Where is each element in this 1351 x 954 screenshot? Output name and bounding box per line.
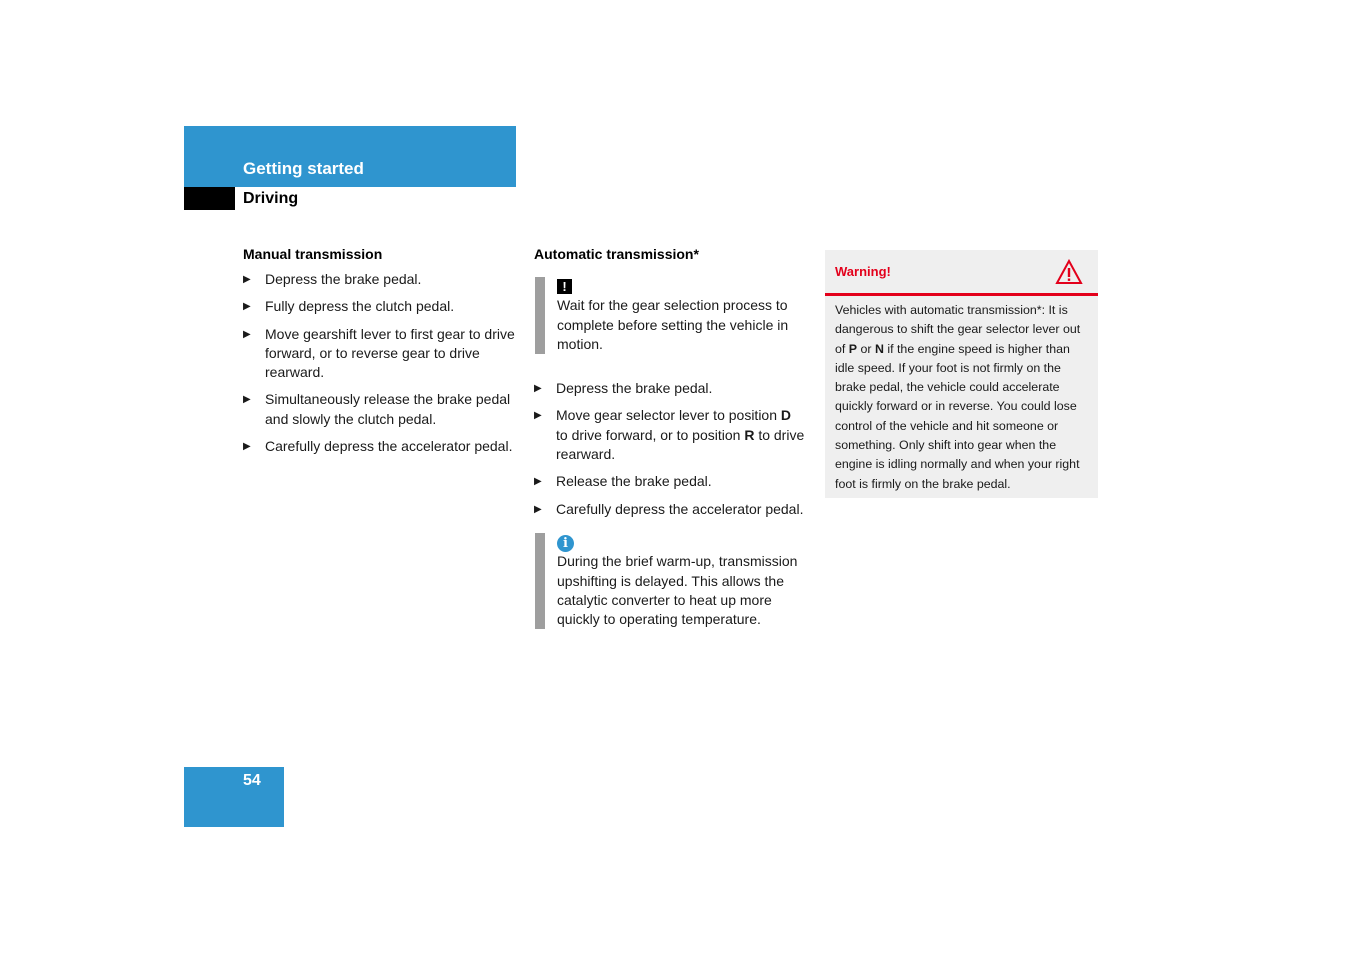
bullet-icon: ▶ <box>243 441 251 453</box>
list-item: ▶ Depress the brake pedal. <box>534 379 806 398</box>
bullet-icon: ▶ <box>243 301 251 313</box>
info-note <box>535 533 806 629</box>
bullet-icon: ▶ <box>534 410 542 422</box>
list-item: ▶ Carefully depress the accelerator pedal. <box>243 437 518 456</box>
automatic-transmission-heading: Automatic transmission* <box>534 246 699 262</box>
note-bar <box>535 277 545 354</box>
warning-box <box>825 250 1098 498</box>
manual-transmission-section <box>243 246 518 464</box>
caution-note-text: Wait for the gear selection process to complete before setting the vehicle in motion. <box>557 297 789 352</box>
list-item: ▶ Fully depress the clutch pedal. <box>243 297 518 316</box>
warning-title: Warning! <box>835 264 891 279</box>
info-icon: i <box>557 535 574 552</box>
list-item: ▶ Carefully depress the accelerator pedal. <box>534 500 806 519</box>
warning-text: Vehicles with automatic transmission*: It is dangerous to shift the gear selector lever out of P or N if the engine speed is higher than idle speed. If your foot is not firmly on the brake pedal, the vehicle could accelerate quickly forward or in reverse. You could lose control of the vehicle and hit someone or something. Only shift into gear when the engine is idling normally and when your right foot is firmly on the brake pedal. <box>835 303 1081 491</box>
manual-transmission-heading: Manual transmission <box>243 246 383 262</box>
section-marker <box>184 187 235 210</box>
list-item: ▶ Release the brake pedal. <box>534 472 806 491</box>
bullet-icon: ▶ <box>243 328 251 340</box>
list-item: ▶ Simultaneously release the brake pedal and slowly the clutch pedal. <box>243 390 518 429</box>
warning-header <box>825 250 1098 296</box>
automatic-transmission-section <box>534 246 806 629</box>
subsection-title: Driving <box>243 190 299 207</box>
bullet-icon: ▶ <box>534 503 542 515</box>
caution-note <box>535 277 806 354</box>
section-title: Getting started <box>243 159 364 178</box>
list-item: ▶ Depress the brake pedal. <box>243 270 518 289</box>
list-item: ▶ Move gearshift lever to first gear to drive forward, or to reverse gear to drive rearward. <box>243 325 518 383</box>
list-item: ▶ Move gear selector lever to position D to drive forward, or to position R to drive rearward. <box>534 406 806 464</box>
bullet-icon: ▶ <box>534 383 542 395</box>
bullet-icon: ▶ <box>534 476 542 488</box>
warning-triangle-icon <box>1055 259 1083 285</box>
bullet-icon: ▶ <box>243 394 251 406</box>
bullet-icon: ▶ <box>243 274 251 285</box>
exclamation-icon: ! <box>557 279 572 294</box>
info-note-text: During the brief warm-up, transmission upshifting is delayed. This allows the catalytic converter to heat up more quickly to operating temperature. <box>557 553 798 628</box>
page-number-box <box>184 767 284 827</box>
page-number: 54 <box>243 772 261 789</box>
note-bar <box>535 533 545 629</box>
